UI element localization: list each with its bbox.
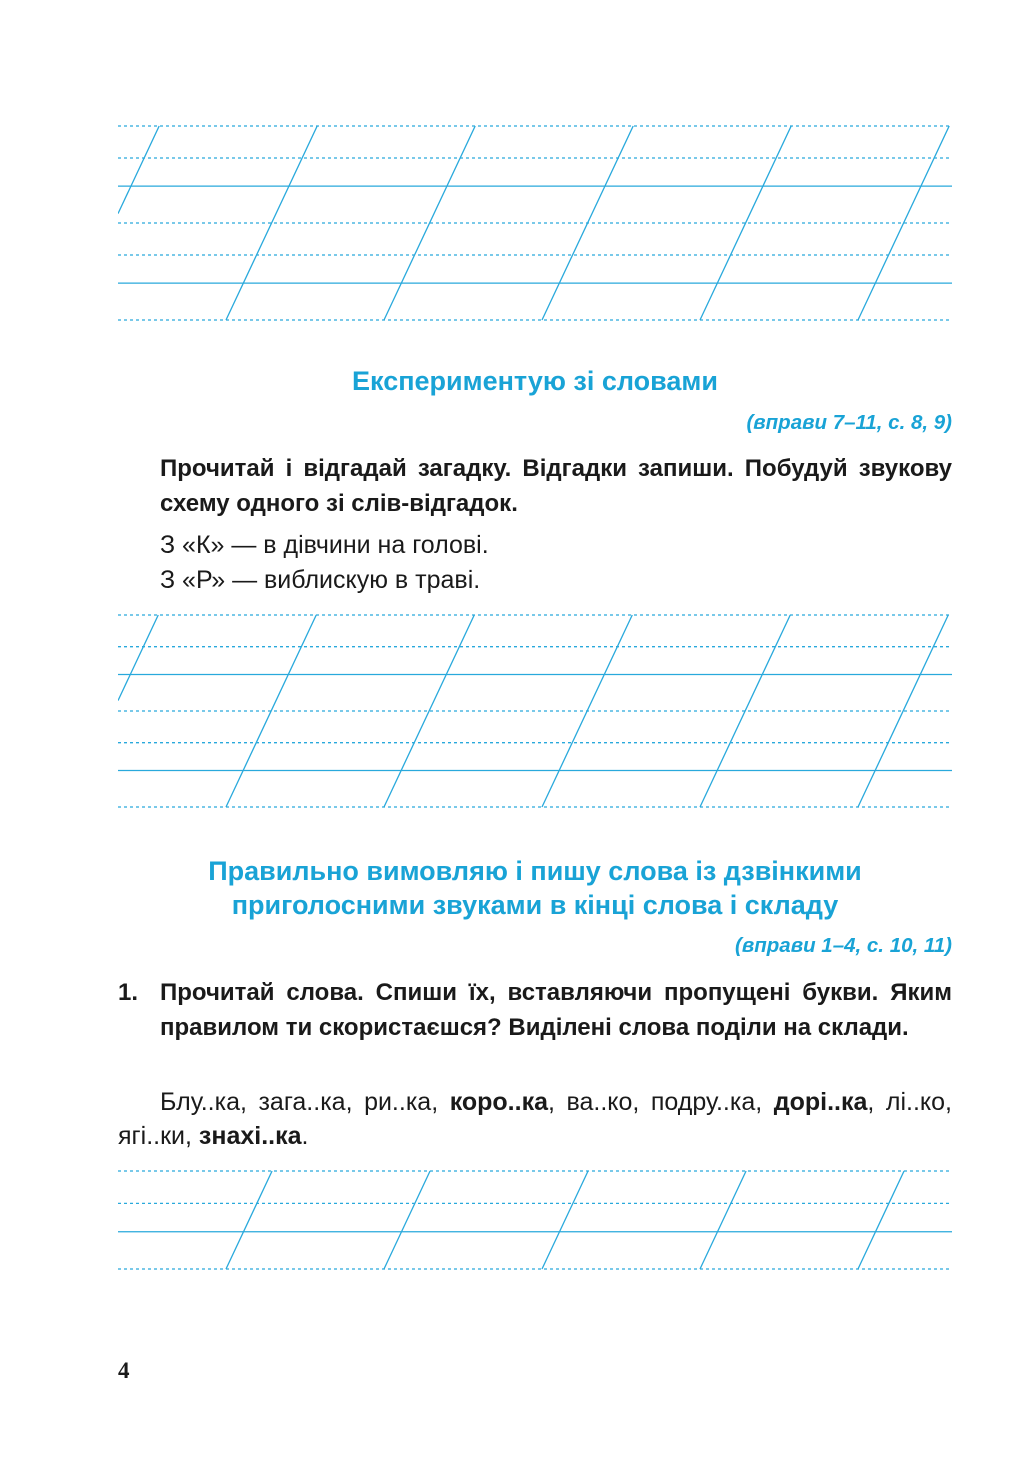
guide-slant-line (384, 1171, 430, 1269)
word-separator: , (755, 1088, 774, 1116)
task-instruction-2: Прочитай слова. Спиши їх, вставляючи пропущені букви. Яким правилом ти скористаєшся? Виділені слова поділи на склади. (160, 979, 952, 1041)
section-title-1: Експериментую зі словами (352, 366, 718, 396)
writing-lines-2[interactable] (118, 613, 952, 809)
word-separator: , (345, 1088, 365, 1116)
riddle-line-2: З «Р» — виблискую в траві. (160, 566, 481, 594)
word-item: Блу..ка (160, 1088, 240, 1116)
word-separator: , (431, 1088, 450, 1116)
page-number: 4 (118, 1358, 130, 1383)
word-item: зага..ка (258, 1088, 346, 1116)
word-item: коро..ка (449, 1088, 548, 1116)
word-item: ягі..ки (118, 1122, 186, 1150)
word-separator: , (632, 1088, 651, 1116)
word-separator: . (301, 1122, 309, 1150)
task-number: 1. (118, 979, 139, 1006)
writing-lines-3[interactable] (118, 1169, 952, 1271)
guide-slant-line (118, 615, 158, 701)
word-item: ва..ко (566, 1088, 633, 1116)
guide-slant-line (858, 1171, 904, 1269)
word-item: ри..ка (364, 1088, 432, 1116)
word-separator: , (240, 1088, 259, 1116)
word-separator: , (185, 1122, 199, 1150)
word-item: лі..ко (885, 1088, 946, 1116)
word-item: подру..ка (650, 1088, 756, 1116)
exercise-reference-2: (вправи 1–4, с. 10, 11) (735, 934, 952, 957)
task-instruction-1: Прочитай і відгадай загадку. Відгадки запиши. Побудуй звукову схему одного зі слів-відгадок. (160, 455, 952, 517)
guide-slant-line (118, 126, 159, 214)
word-list (118, 1085, 952, 1153)
section-title-2-line-1: Правильно вимовляю і пишу слова із дзвінкими (208, 856, 862, 886)
word-item: дорі..ка (773, 1088, 868, 1116)
riddle-line-1: З «К» — в дівчини на голові. (160, 531, 489, 559)
word-item: знахі..ка (198, 1122, 302, 1150)
guide-slant-line (226, 1171, 272, 1269)
word-separator: , (548, 1088, 567, 1116)
exercise-reference-1: (вправи 7–11, с. 8, 9) (746, 411, 952, 434)
word-separator: , (945, 1088, 952, 1116)
guide-slant-line (542, 1171, 588, 1269)
guide-slant-line (700, 1171, 746, 1269)
word-separator: , (867, 1088, 886, 1116)
section-title-2-line-2: приголосними звуками в кінці слова і складу (231, 890, 839, 920)
writing-lines-1[interactable] (118, 124, 952, 322)
guide-slant-line (542, 126, 633, 320)
